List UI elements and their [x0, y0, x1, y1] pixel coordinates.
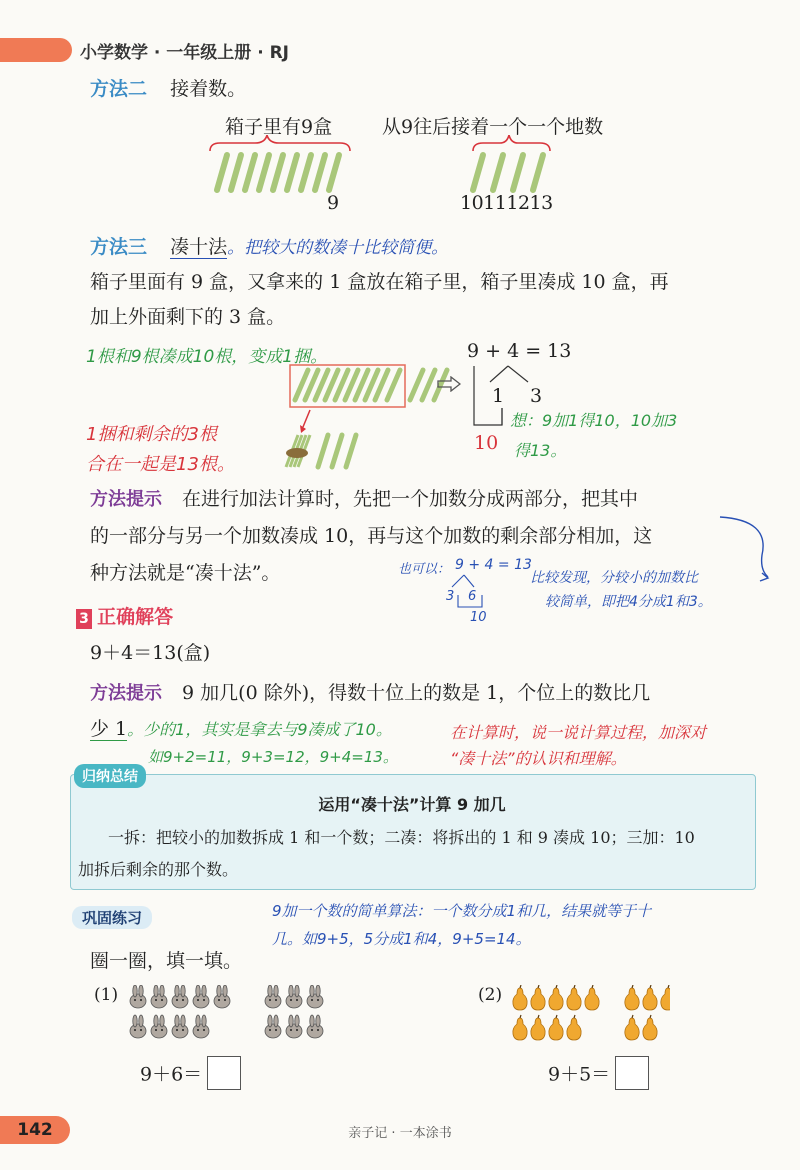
q2-answer-box[interactable]: [615, 1056, 649, 1090]
method3-para2: 加上外面剩下的 3 盒。: [90, 306, 286, 328]
summary-tag: 归纳总结: [74, 764, 146, 788]
header-title: 小学数学 · 一年级上册 · RJ: [80, 43, 290, 63]
count-caption: 从9往后接着一个一个地数: [382, 116, 604, 138]
tip2-note-green-2: 如9+2=11，9+3=12，9+4=13。: [148, 748, 398, 766]
method3-label: 方法三: [90, 236, 148, 258]
page-number: 142: [0, 1116, 70, 1144]
tip2-line1: 9 加几(0 除外)，得数十位上的数是 1，个位上的数比几: [182, 682, 651, 704]
q1-answer-box[interactable]: [207, 1056, 241, 1090]
bundle-diagram: [270, 355, 470, 480]
q1-label: (1): [94, 985, 119, 1005]
summary-line1: 一拆：把较小的加数拆成 1 和一个数；二凑：将拆出的 1 和 9 凑成 10；三加：10: [108, 828, 695, 847]
rabbit-icon: [128, 985, 338, 1045]
note-top: 1根和9根凑成10根，变成1捆。: [86, 347, 328, 367]
split-equation: 9 + 4 = 13: [467, 340, 572, 362]
tip2-line2: 少 1: [90, 718, 128, 740]
method3-row: [90, 232, 448, 259]
answer-heading: [76, 602, 173, 629]
q2-equation: 9＋5＝: [548, 1063, 611, 1086]
answer-equation: 9＋4＝13(盒): [90, 642, 211, 664]
q1-equation: 9＋6＝: [140, 1063, 203, 1086]
count-numbers: 10111213: [460, 192, 553, 214]
tip1-label: 方法提示: [90, 489, 162, 510]
method3-note: 。把较大的数凑十比较简便。: [227, 238, 449, 258]
header-bar: [0, 38, 72, 62]
side-eq: 9 + 4 = 13: [455, 557, 532, 573]
answer-number: 3: [76, 609, 92, 629]
tip1-line1: 在进行加法计算时，先把一个加数分成两部分，把其中: [182, 488, 639, 510]
side-a: 3: [446, 589, 455, 604]
arrow-icon: [437, 376, 461, 392]
think-line2: 得13。: [514, 441, 567, 460]
split-left: 1: [492, 385, 505, 407]
summary-line2: 加拆后剩余的那个数。: [78, 860, 239, 879]
footer-brand: 亲子记 · 一本涂书: [348, 1126, 452, 1141]
box-caption: 箱子里有9盒: [225, 116, 333, 138]
side-c: 10: [470, 610, 487, 625]
practice-note-2: 几。如9+5，5分成1和4，9+5=14。: [272, 930, 531, 948]
method3-text: 凑十法: [170, 236, 228, 258]
ten-label: 10: [474, 432, 499, 454]
tip1-line2: 的一部分与另一个加数凑成 10，再与这个加数的剩余部分相加，这: [90, 525, 653, 547]
note-left-1: 1捆和剩余的3根: [86, 424, 217, 445]
method2-row: [90, 74, 246, 101]
method2-text: 接着数。: [170, 78, 247, 100]
side-b: 6: [468, 589, 477, 604]
method3-para1: 箱子里面有 9 盒，又拿来的 1 盒放在箱子里，箱子里凑成 10 盒，再: [90, 271, 669, 293]
side-bracket: [700, 515, 780, 585]
side-compare-2: 较简单，即把4分成1和3。: [545, 594, 712, 610]
tip2-label: 方法提示: [90, 683, 162, 704]
tip2-line2-row: [90, 714, 392, 745]
side-compare-1: 比较发现，分较小的加数比: [530, 570, 698, 586]
q2-label: (2): [478, 985, 503, 1005]
tip1-line1-row: [90, 484, 638, 515]
split-right: 3: [530, 385, 543, 407]
note-left-2: 合在一起是13根。: [86, 454, 235, 475]
q1-equation-row: [140, 1056, 241, 1090]
side-also: 也可以：: [398, 562, 451, 577]
bundle-number: 9: [327, 192, 340, 214]
method2-label: 方法二: [90, 78, 148, 100]
tip2-note-green-1: 。少的1，其实是拿去与9凑成了10。: [127, 720, 392, 739]
practice-note-1: 9加一个数的简单算法：一个数分成1和几，结果就等于十: [272, 902, 652, 920]
think-line1: 想：9加1得10，10加3: [510, 411, 678, 430]
summary-title: 运用“凑十法”计算 9 加几: [318, 795, 506, 814]
tip2-note-red-2: “凑十法”的认识和理解。: [450, 749, 627, 768]
tip2-note-red-1: 在计算时，说一说计算过程，加深对: [450, 723, 707, 742]
q2-equation-row: [548, 1056, 649, 1090]
pear-icon: [510, 985, 670, 1045]
answer-title: 正确解答: [97, 606, 174, 628]
tip2-line1-row: [90, 678, 650, 709]
practice-instruction: 圈一圈，填一填。: [90, 950, 243, 972]
tip1-line3: 种方法就是“凑十法”。: [90, 562, 281, 584]
practice-tag: 巩固练习: [72, 906, 152, 929]
